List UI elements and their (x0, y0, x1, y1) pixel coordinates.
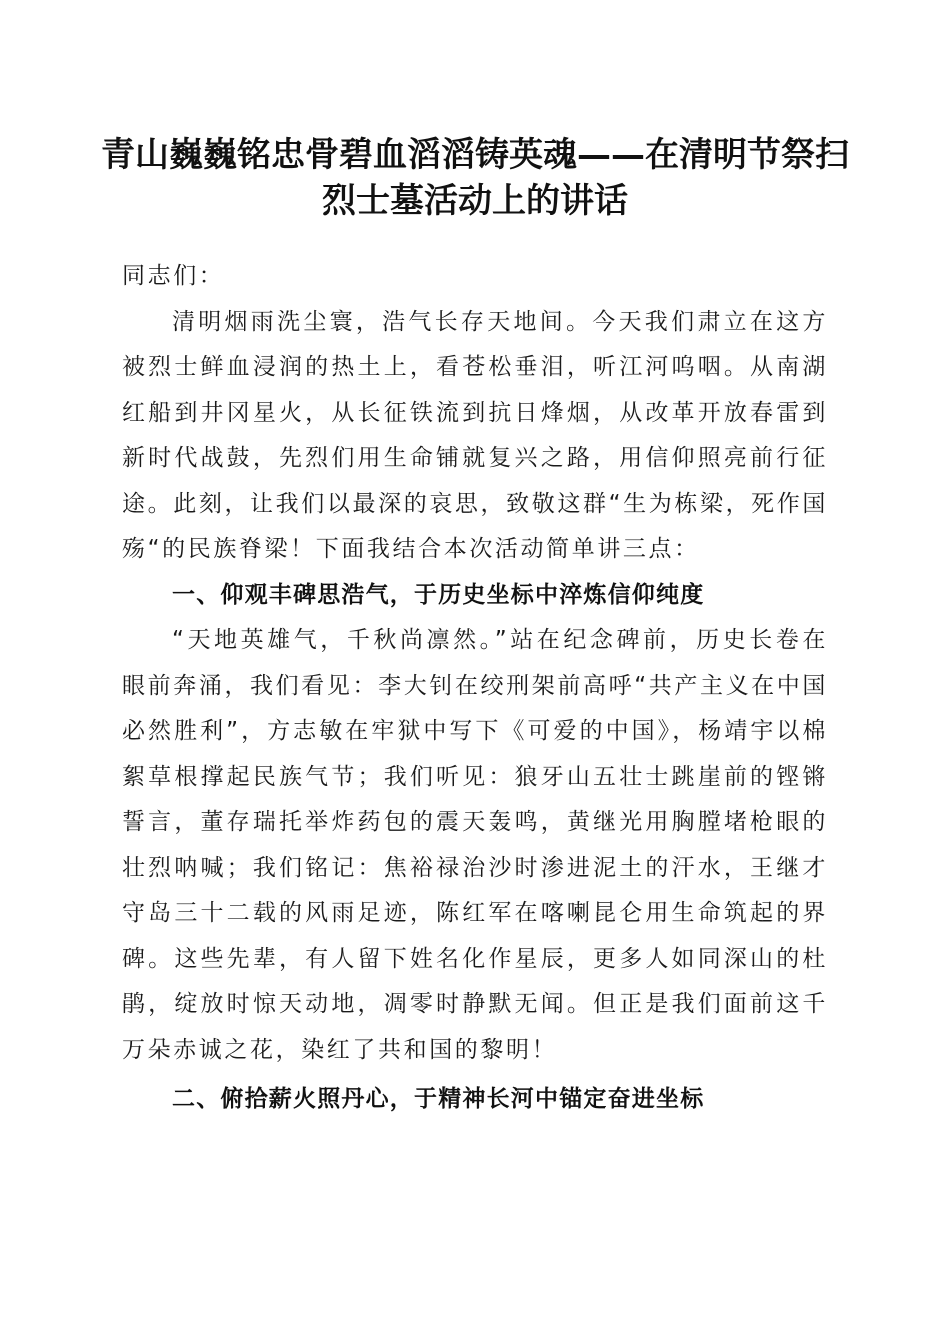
salutation: 同志们： (122, 263, 225, 289)
section-heading-1: 一、仰观丰碑思浩气，于历史坐标中淬炼信仰纯度 (172, 581, 705, 608)
section-heading-2: 二、俯拾薪火照丹心，于精神长河中锚定奋进坐标 (172, 1086, 705, 1112)
document-title: 青山巍巍铭忠骨碧血滔滔铸英魂——在清明节祭扫烈士墓活动上的讲话 (101, 135, 849, 221)
document-body (122, 254, 828, 1123)
section-1-paragraph: “天地英雄气，千秋尚凛然。”站在纪念碑前，历史长卷在眼前奔涌，我们看见：李大钊在绞刑架前高呼“共产主义在中国必然胜利”，方志敏在牢狱中写下《可爱的中国》，杨靖宇以棉絮草根撑起民族气节；我们听见：狼牙山五壮士跳崖前的铿锵誓言，董存瑞托举炸药包的震天轰鸣，黄继光用胸膛堵枪眼的壮烈呐喊；我们铭记：焦裕禄治沙时渗进泥土的汗水，王继才守岛三十二载的风雨足迹，陈红军在喀喇昆仑用生命筑起的界碑。这些先辈，有人留下姓名化作星辰，更多人如同深山的杜鹃，绽放时惊天动地，凋零时静默无闻。但正是我们面前这千万朵赤诚之花，染红了共和国的黎明！ (122, 627, 828, 1063)
intro-paragraph: 清明烟雨洗尘寰，浩气长存天地间。今天我们肃立在这方被烈士鲜血浸润的热土上，看苍松垂泪，听江河呜咽。从南湖红船到井冈星火，从长征铁流到抗日烽烟，从改革开放春雷到新时代战鼓，先烈们用生命铺就复兴之路，用信仰照亮前行征途。此刻，让我们以最深的哀思，致敬这群“生为栋梁，死作国殇“的民族脊梁！下面我结合本次活动简单讲三点： (122, 308, 828, 562)
